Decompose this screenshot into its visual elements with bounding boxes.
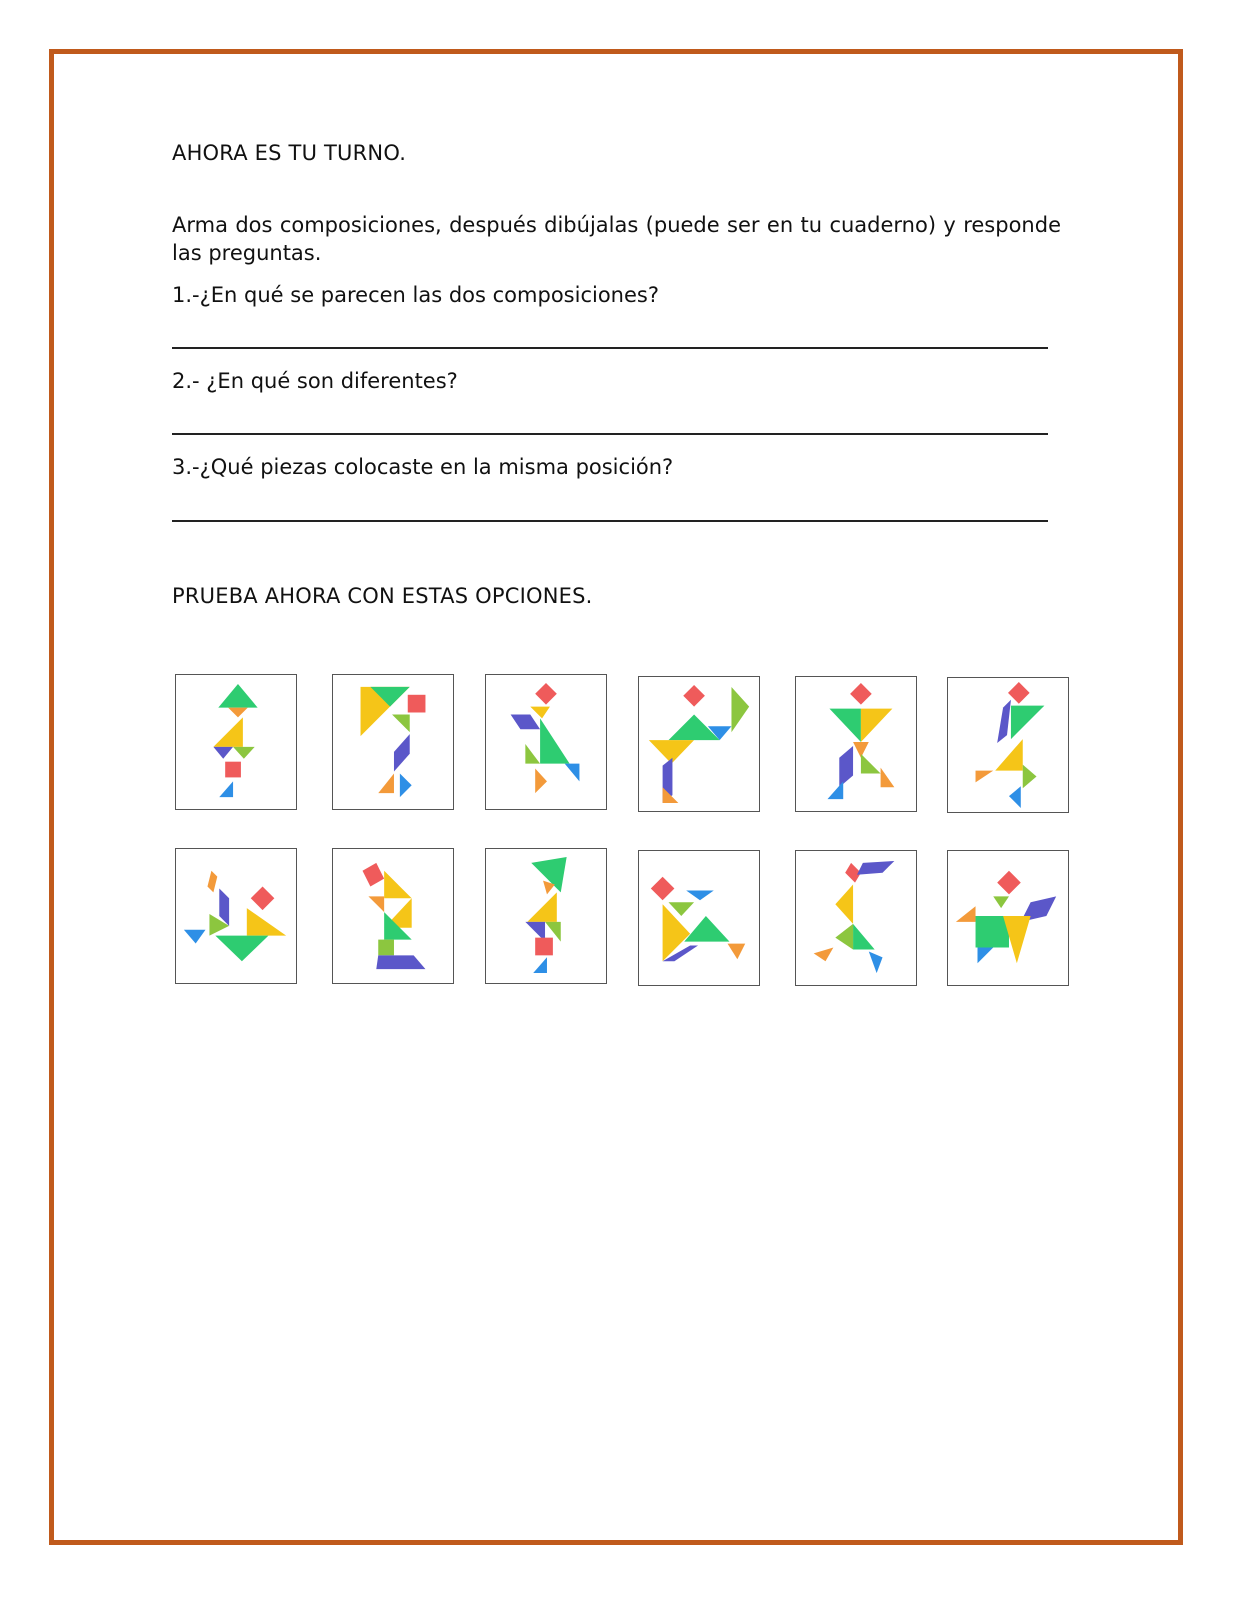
heading-options: PRUEBA AHORA CON ESTAS OPCIONES. [172,584,593,608]
instruction-paragraph: Arma dos composiciones, después dibújalas (puede ser en tu cuaderno) y responde las preguntas. [172,213,1061,265]
tangram-bowing-figure [332,674,454,810]
tangram-animal-figure [947,850,1069,986]
tangram-kicking-figure [638,676,760,812]
tangram-sitting-figure [332,848,454,984]
tangram-standing-figure-hat [485,848,607,984]
tangram-walking-figure [947,677,1069,813]
heading-turn: AHORA ES TU TURNO. [172,141,407,165]
answer-line-1[interactable] [172,347,1048,349]
tangram-crawling-figure [175,848,297,984]
tangram-standing-figure [175,674,297,810]
tangram-running-figure [485,674,607,810]
tangram-grid [170,680,1090,1010]
tangram-dancing-figure [795,676,917,812]
tangram-kneeling-figure [638,850,760,986]
tangram-leaping-figure [795,850,917,986]
question-3: 3.-¿Qué piezas colocaste en la misma posición? [172,455,674,479]
answer-line-3[interactable] [172,520,1048,522]
question-2: 2.- ¿En qué son diferentes? [172,369,458,393]
question-1: 1.-¿En qué se parecen las dos composiciones? [172,283,659,307]
answer-line-2[interactable] [172,433,1048,435]
